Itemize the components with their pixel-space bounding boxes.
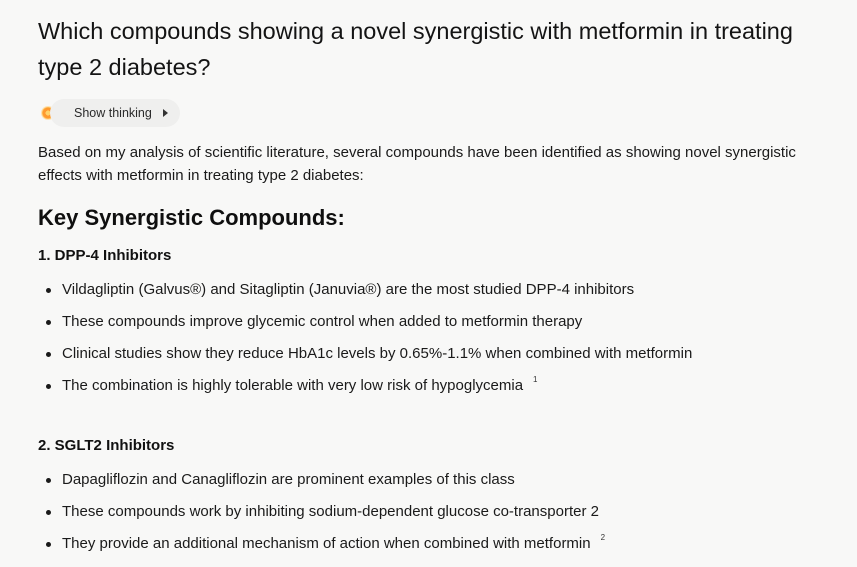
- list-item: [38, 496, 857, 528]
- list-item: [38, 528, 857, 560]
- list-item: [38, 338, 857, 370]
- list-item: [38, 306, 857, 338]
- section-spacer: [38, 402, 857, 423]
- list-item: [38, 274, 857, 306]
- citation-link[interactable]: 2: [600, 533, 606, 542]
- list-item-text: These compounds improve glycemic control when added to metformin therapy: [62, 313, 583, 330]
- list-item-text: Dapagliflozin and Canagliflozin are prominent examples of this class: [62, 471, 515, 488]
- section-title-sglt2: 2. SGLT2 Inhibitors: [38, 437, 175, 454]
- section-title-dpp4: 1. DPP-4 Inhibitors: [38, 247, 172, 264]
- dpp4-bullet-list: [38, 274, 857, 402]
- list-item-text: They provide an additional mechanism of action when combined with metformin: [62, 535, 591, 552]
- sglt2-bullet-list: [38, 464, 857, 560]
- caret-right-icon: [163, 109, 168, 117]
- section-heading: Key Synergistic Compounds:: [38, 205, 345, 230]
- intro-paragraph: Based on my analysis of scientific literature, several compounds have been identified as showing novel synergistic effects with metformin in treating type 2 diabetes:: [38, 144, 796, 184]
- show-thinking-button[interactable]: [50, 99, 180, 127]
- thinking-row: [38, 99, 857, 127]
- citation-link[interactable]: 1: [533, 375, 538, 384]
- list-item-text: Vildagliptin (Galvus®) and Sitagliptin (Januvia®) are the most studied DPP-4 inhibitors: [62, 281, 635, 298]
- list-item-text: These compounds work by inhibiting sodium-dependent glucose co-transporter 2: [62, 503, 599, 520]
- list-item-text: The combination is highly tolerable with very low risk of hypoglycemia: [62, 377, 524, 394]
- list-item: [38, 370, 857, 402]
- list-item-text: Clinical studies show they reduce HbA1c levels by 0.65%-1.1% when combined with metformin: [62, 345, 693, 362]
- user-question: Which compounds showing a novel synergistic with metformin in treating type 2 diabetes?: [38, 18, 793, 80]
- show-thinking-label: Show thinking: [74, 106, 152, 120]
- list-item: [38, 464, 857, 496]
